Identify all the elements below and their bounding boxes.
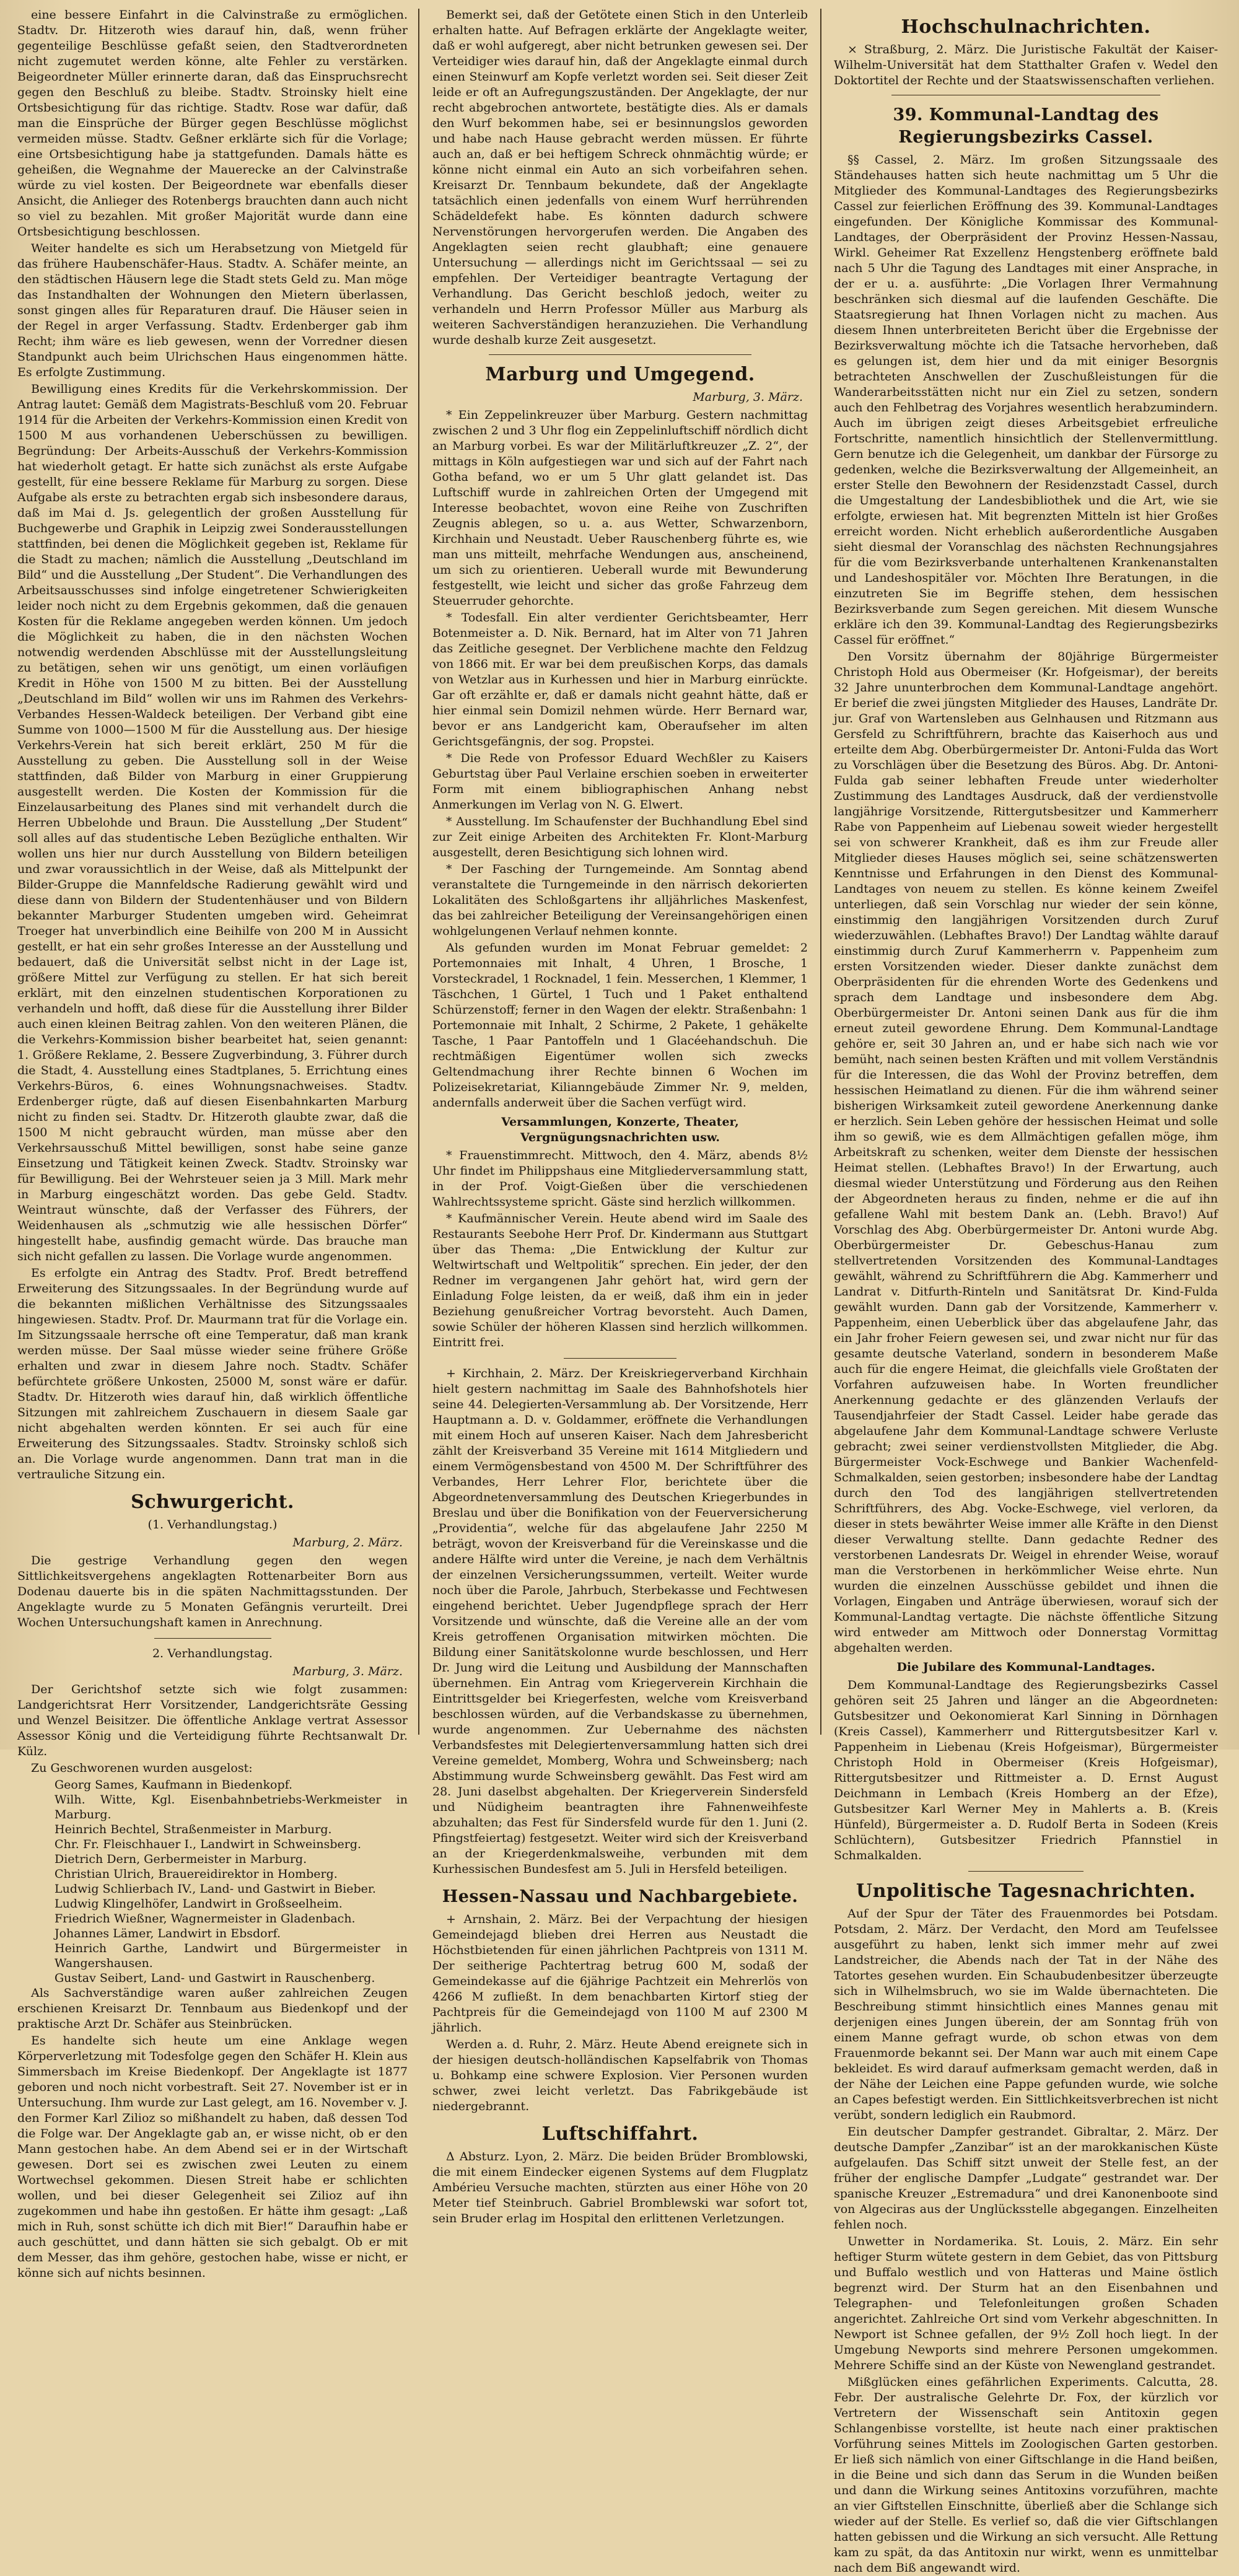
- article-paragraph: Zu Geschworenen wurden ausgelost:: [31, 1761, 253, 1775]
- divider: [154, 1638, 271, 1639]
- news-item: * Ein Zeppelinkreuzer über Marburg. Gestern nachmittag zwischen 2 und 3 Uhr flog ein Zeppelinluftschiff nördlich dicht an Marburg vorbei. Es war der Militärluftkreuzer „Z. 2“, der mittags in Köln aufgestiegen war und sich auf der Fahrt nach Gotha befand, wo er um 5 Uhr glatt gelandet ist. Das Luftschiff wurde in zahlreichen Orten der Umgegend mit Interesse beobachtet, wovon eine Reihe von Zuschriften Zeugnis ablegen, so u. a. aus Wetter, Schwarzenborn, Kirchhain und Neustadt. Ueber Rauschenberg führte es, wie man uns mitteilt, mehrfache Wendungen aus, anscheinend, um sich zu orientieren. Ueberall wurde mit Bewunderung festgestellt, wie leicht und sicher das große Fahrzeug dem Steuerruder gehorchte.: [432, 408, 808, 608]
- article-paragraph: Den Vorsitz übernahm der 80jährige Bürgermeister Christoph Hold aus Obermeiser (Kr. Hofgeismar), der bereits 32 Jahre ununterbrochen dem Kommunal-Landtage angehört. Er berief die zwei jüngsten Mitglieder des Hauses, Landräte Dr. jur. Graf von Wartensleben aus Gelnhausen und Ritzmann aus Gersfeld zu Schriftführern, brachte das Kaiserhoch aus und erteilte dem Abg. Oberbürgermeister Dr. Antoni-Fulda das Wort zu Vorschlägen über die Besetzung des Büros. Abg. Dr. Antoni-Fulda gab seiner lebhaften Freude unter wiederholter Zustimmung des Landtages Ausdruck, daß der verdienstvolle langjährige Vorsitzende, Rittergutsbesitzer und Kammerherr Rabe von Pappenheim auf Liebenau soweit wieder hergestellt sei von schwerer Krankheit, daß es ihm zur Freude aller Mitglieder dieses Hauses möglich sei, seine schätzenswerten Kenntnisse und Erfahrungen in den Dienst des Kommunal-Landtages von neuem zu stellen. Es könne keinem Zweifel unterliegen, daß sein Vorschlag nur wieder der sein könne, einstimmig den langjährigen Vorsitzenden durch Zuruf wiederzuwählen. (Lebhaftes Bravo!) Der Landtag wählte darauf einstimmig durch Zuruf Kammerherrn v. Pappenheim zum ersten Vorsitzenden wieder. Dieser dankte zunächst dem Oberpräsidenten für die ehrenden Worte des Gedenkens und sprach dem Landtage und insbesondere dem Abg. Oberbürgermeister Dr. Antoni seinen Dank aus für die ihm erneut zuteil gewordene Ehrung. Dem Kommunal-Landtage gehöre er, seit 30 Jahren an, und er habe sich nach wie vor bemüht, nach seinen besten Kräften und mit vollem Verständnis für die Interessen, die das Wohl der Provinz betreffen, dem hessischen Heimatland zu dienen. Für die ihm während seiner bisherigen Wirksamkeit zuteil gewordene Anerkennung danke er herzlich. Sein Leben gehöre der hessischen Heimat und solle ihm so gewiß, wie es dem Allmächtigen gefallen möge, ihm Arbeitskraft zu schenken, weiter dem Dienste der hessischen Heimat stellen. (Lebhaftes Bravo!) In der Erwartung, auch diesmal wieder Unterstützung und Förderung aus den Reihen der Abgeordneten heraus zu finden, nehme er die auf ihn gefallene Wahl mit bestem Dank an. (Lebh. Bravo!) Auf Vorschlag des Abg. Oberbürgermeister Dr. Antoni wurde Abg. Oberbürgermeister Dr. Gebeschus-Hanau zum stellvertretenden Vorsitzenden des Kommunal-Landtages gewählt, während zu Schriftführern die Abg. Kammerherr und Landrat v. Ditfurth-Rinteln und Sanitätsrat Dr. Kind-Fulda gewählt wurden. Dann gab der Vorsitzende, Kammerherr v. Pappenheim, einen Ueberblick über das abgelaufene Jahr, das ein Jahr froher Feiern gewesen sei, und zwar nicht nur für das gesamte deutsche Vaterland, sondern in besonderem Maße auch für die engere Heimat, die gleichfalls viele Großtaten der Vorfahren aufzuweisen habe. In Worten freundlicher Anerkennung gedachte er des glänzenden Verlaufs der Tausendjahrfeier der Stadt Cassel. Leider habe gerade das abgelaufene Jahr dem Kommunal-Landtage schwere Verluste gebracht; zwei seiner verdienstvollsten Mitglieder, die Abg. Bürgermeister Vock-Eschwege und Bankier Wachenfeld-Schmalkalden, seien gestorben; insbesondere habe der Landtag durch den Tod des langjährigen stellvertretenden Schriftführers, des Abg. Vocke-Eschwege, viel verloren, da dieser in stets bewährter Weise immer alle Kräfte in den Dienst dieser Verwaltung stellte. Dann gedachte Redner des verstorbenen Landesrats Dr. Weigel in ehrender Weise, worauf man die Verstorbenen in herkömmlicher Weise ehrte. Nun wurden die einzelnen Ausschüsse gebildet und ihnen die Vorlagen, Eingaben und Anträge überwiesen, worauf sich der Kommunal-Landtag vertagte. Die nächste öffentliche Sitzung wird entweder am Mittwoch oder Donnerstag Vormittag abgehalten werden.: [834, 650, 1218, 1655]
- news-item: + Arnshain, 2. März. Bei der Verpachtung der hiesigen Gemeindejagd blieben drei Herren aus Neustadt die Höchstbietenden für einen jährlichen Pachtpreis von 1311 M. Der seitherige Pachtertrag betrug 600 M, sodaß der Gemeindekasse auf die 6jährige Pachtzeit ein Mehrerlös von 4266 M zufließt. In dem benachbarten Kirtorf stieg der Pachtpreis für die Gemeindejagd von 1100 M auf 2300 M jährlich.: [432, 1912, 808, 2035]
- section-heading: Marburg und Umgegend.: [485, 364, 755, 385]
- news-item: * Todesfall. Ein alter verdienter Gerichtsbeamter, Herr Botenmeister a. D. Nik. Bernard, hat im Alter von 71 Jahren das Zeitliche gesegnet. Der Verblichene machte den Feldzug von 1866 mit. Er war bei dem preußischen Korps, das damals von Wetzlar aus in Kurhessen und hier in Marburg einrückte. Gar oft erzählte er, daß er damals nicht geahnt hätte, daß er hier einmal sein Domizil nehmen würde. Herr Bernard war, bevor er ans Landgericht kam, Oberaufseher im alten Gerichtsgefängnis, der sog. Propstei.: [432, 611, 808, 748]
- article-paragraph: Bemerkt sei, daß der Getötete einen Stich in den Unterleib erhalten hatte. Auf Befragen erklärte der Angeklagte weiter, daß er wohl aufgeregt, aber nicht betrunken gewesen sei. Der Verteidiger wies darauf hin, daß der Angeklagte einmal durch einen Steinwurf am Kopfe verletzt worden sei. Seit dieser Zeit leide er oft an Aufregungszuständen. Der Angeklagte, der nur recht abgebrochen antwortete, bestätigte dies. Als er damals den Wurf bekommen habe, sei er besinnungslos geworden und habe nach Hause gebracht werden müssen. Er führte auch an, daß er bei heftigem Schreck ohnmächtig würde; er könne nicht einmal ein Auto an sich vorbeifahren sehen. Kreisarzt Dr. Tennbaum bekundete, daß der Angeklagte tatsächlich einen jedenfalls von einem Wurf herrührenden Schädeldefekt habe. Es könnten dadurch schwere Nervenstörungen hervorgerufen werden. Die Angaben des Angeklagten seien recht glaubhaft; eine genauere Untersuchung — allerdings nicht im Gerichtssaal — sei zu empfehlen. Der Verteidiger beantragte Vertagung der Verhandlung. Das Gericht beschloß jedoch, weiter zu verhandeln und Herrn Professor Müller aus Marburg als weiteren Sachverständigen heranzuziehen. Die Verhandlung wurde deshalb kurze Zeit ausgesetzt.: [432, 8, 808, 347]
- list-item: Ludwig Schlierbach IV., Land- und Gastwirt in Bieber.: [55, 1882, 376, 1896]
- news-item: * Frauenstimmrecht. Mittwoch, den 4. März, abends 8½ Uhr findet im Philippshaus eine Mitgliederversammlung statt, in der Prof. Voigt-Gießen über die verschiedenen Wahlrechtssysteme spricht. Gäste sind herzlich willkommen.: [432, 1149, 808, 1209]
- news-item: + Kirchhain, 2. März. Der Kreiskriegerverband Kirchhain hielt gestern nachmittag im Saale des Bahnhofshotels hier seine 44. Delegierten-Versammlung ab. Der Vorsitzende, Herr Hauptmann a. D. v. Goldammer, eröffnete die Verhandlungen mit einem Hoch auf unseren Kaiser. Nach dem Jahresbericht zählt der Kreisverband 35 Vereine mit 1614 Mitgliedern und einem Vermögensbestand von 4500 M. Der Schriftführer des Verbandes, Herr Lehrer Flor, berichtete über die Abgeordnetenversammlung des Deutschen Kriegerbundes in Breslau und über die Bonifikation von der Feuerversicherung „Providentia“, welche für das abgelaufene Jahr 2250 M beträgt, wovon der Kreisverband für die Vereinskasse und die andere Hälfte wird unter die Vereine, je nach dem Verhältnis der einzelnen Versicherungssummen, verteilt. Weiter wurde noch über die Parole, Jahrbuch, Sterbekasse und Fechtwesen eingehend berichtet. Ueber Jugendpflege sprach der Herr Vorsitzende und wünschte, daß die Vereine alle an der vom Kreis getroffenen Organisation mitwirken möchten. Die Bildung einer Sanitätskolonne wurde beschlossen, und Herr Dr. Jung wird die Leitung und Ausbildung der Mannschaften übernehmen. Ein Antrag vom Kriegerverein Kirchhain die Eintrittsgelder bei Kriegerfesten, welche vom Kreisverband beschlossen würden, auf die Verbandskasse zu übernehmen, wurde angenommen. Zur Uebernahme des nächsten Verbandsfestes mit Delegiertenversammlung hatten sich drei Vereine gemeldet, Momberg, Wohra und Schweinsberg; nach Abstimmung wurde Schweinsberg gewählt. Das Fest wird am 28. Juni daselbst abgehalten. Der Kriegerverein Sindersfeld und Nüdigheim beantragten ihre Fahnenweihfeste abzuhalten; das Fest für Sindersfeld wurde für den 1. Juni (2. Pfingstfeiertag) festgesetzt. Weiter wird sich der Kreisverband an der Kriegerdenkmalsweihe, verbunden mit dem Kurhessischen Bundesfest am 5. Juli in Hersfeld beteiligen.: [432, 1367, 808, 1876]
- dateline: Marburg, 2. März.: [292, 1536, 403, 1549]
- subsection-heading: Die Jubilare des Kommunal-Landtages.: [896, 1660, 1155, 1674]
- list-item: Chr. Fr. Fleischhauer I., Landwirt in Schweinsberg.: [55, 1838, 362, 1851]
- list-item: Heinrich Garthe, Landwirt und Bürgermeister in Wangershausen.: [55, 1942, 408, 1970]
- subheading: 2. Verhandlungstag.: [152, 1647, 273, 1660]
- section-heading: Luftschiffahrt.: [541, 2123, 699, 2145]
- section-heading: 39. Kommunal-Landtag des Regierungsbezirks Cassel.: [893, 105, 1159, 147]
- article-paragraph: Es erfolgte ein Antrag des Stadtv. Prof. Bredt betreffend Erweiterung des Sitzungssaales. In der Begründung wurde auf die bekannten mißlichen Verhältnisse des Sitzungssaales hingewiesen. Stadtv. Prof. Dr. Maurmann trat für die Vorlage ein. Im Sitzungssaale herrsche oft eine Temperatur, daß man krank werden müsse. Der Saal müsse wieder seine frühere Größe erhalten und zwar in diesem Jahre noch. Stadtv. Schäfer befürchtete größere Unkosten, 25000 M, sonst wäre er dafür. Stadtv. Dr. Hitzeroth wies darauf hin, daß wirklich öffentliche Sitzungen mit zahlreichem Zuschauern in diesem Saale gar nicht abgehalten werden könnten. Er sei auch für eine Erweiterung des Sitzungssaales. Stadtv. Stroinsky schloß sich an. Die Vorlage wurde angenommen. Dann trat man in die vertrauliche Sitzung ein.: [17, 1266, 408, 1481]
- jury-list: [55, 1777, 408, 1986]
- divider: [968, 1871, 1084, 1872]
- news-item: * Kaufmännischer Verein. Heute abend wird im Saale des Restaurants Seebohe Herr Prof. Dr. Kindermann aus Stuttgart über das Thema: „Die Entwicklung der Kultur zur Weltwirtschaft und Weltpolitik“ sprechen. Ein jeder, der den Redner im vergangenen Jahr gehört hat, wird gern der Einladung Folge leisten, da er weiß, daß ihm ein in jeder Beziehung genußreicher Vortrag bevorsteht. Auch Damen, sowie Schüler der höheren Klassen sind herzlich willkommen. Eintritt frei.: [432, 1212, 808, 1349]
- news-item: Ein deutscher Dampfer gestrandet. Gibraltar, 2. März. Der deutsche Dampfer „Zanzibar“ ist an der marokkanischen Küste aufgelaufen. Das Schiff sitzt unweit der Stelle fest, an der früher der englische Dampfer „Ludgate“ gestrandet war. Der spanische Kreuzer „Estremadura“ und drei Kanonenboote sind von Algeciras aus der Unglücksstelle abgegangen. Einzelheiten fehlen noch.: [834, 2125, 1218, 2232]
- news-item: * Ausstellung. Im Schaufenster der Buchhandlung Ebel sind zur Zeit einige Arbeiten des Architekten Fr. Klont-Marburg ausgestellt, deren Besichtigung sich lohnen wird.: [432, 815, 808, 859]
- list-item: Johannes Lämer, Landwirt in Ebsdorf.: [55, 1927, 281, 1940]
- column-middle: [432, 7, 808, 2225]
- article-paragraph: §§ Cassel, 2. März. Im großen Sitzungssaale des Ständehauses hatten sich heute nachmittag um 5 Uhr die Mitglieder des Kommunal-Landtages des Regierungsbezirks Cassel zur feierlichen Eröffnung des 39. Kommunal-Landtages eingefunden. Der Königliche Kommissar des Kommunal-Landtages, der Oberpräsident der Provinz Hessen-Nassau, Wirkl. Geheimer Rat Exzellenz Hengstenberg eröffnete bald nach 5 Uhr die Tagung des Landtages mit einer Ansprache, in der er u. a. ausführte: „Die Vorlagen Ihrer Vermahnung beschränken sich diesmal auf die laufenden Geschäfte. Die Staatsregierung hat Ihnen Vorlagen nicht zu machen. Aus diesem Ihnen unterbreiteten Bericht über die Ergebnisse der Bezirksverwaltung möchte ich die Tatsache hervorheben, daß es gelungen ist, dem hier und da mit einiger Besorgnis betrachteten Anschwellen der Zuschußleistungen für die Wanderarbeitsstätten nicht nur ein Ziel zu setzen, sondern auch den Fehlbetrag des Vorjahres wesentlich herabzumindern. Auch im übrigen zeigt dieses Arbeitsgebiet erfreuliche Fortschritte, namentlich hinsichtlich der Stellenvermittlung. Gern benutze ich die Gelegenheit, um dankbar der Fürsorge zu gedenken, welche die Bezirksverwaltung der Allgemeinheit, an erster Stelle den Bewohnern der Residenzstadt Cassel, durch die Umgestaltung der Landesbibliothek und die Art, wie sie erfolgte, erwiesen hat. Mit begrenzten Mitteln ist hier Großes erreicht worden. Nicht erheblich außerordentliche Ausgaben sieht diesmal der Voranschlag des nächsten Rechnungsjahres für die vom Bezirksverbande unterhaltenen Krankenanstalten und Landeshospitäler vor. Möchten Ihre Beratungen, in die einzutreten Sie im Begriffe stehen, dem hessischen Bezirksverbande zum Segen gereichen. Mit diesem Wunsche erkläre ich den 39. Kommunal-Landtag des Regierungsbezirks Cassel für eröffnet.“: [834, 153, 1218, 647]
- list-item: Gustav Seibert, Land- und Gastwirt in Rauschenberg.: [55, 1971, 375, 1985]
- article-paragraph: Die gestrige Verhandlung gegen den wegen Sittlichkeitsvergehens angeklagten Rottenarbeiter Born aus Dodenau dauerte bis in die späten Nachmittagsstunden. Der Angeklagte wurde zu 5 Monaten Gefängnis verurteilt. Drei Wochen Untersuchungshaft kamen in Anrechnung.: [17, 1554, 408, 1629]
- news-item: Unwetter in Nordamerika. St. Louis, 2. März. Ein sehr heftiger Sturm wütete gestern in dem Gebiet, das von Pittsburg und Buffalo westlich und von Hatteras und Maine östlich begrenzt wird. Der Sturm hat an den Eisenbahnen und Telegraphen- und Telefonleitungen großen Schaden angerichtet. Zahlreiche Ort sind vom Verkehr abgeschnitten. In Newport ist Schnee gefallen, der 9½ Zoll hoch liegt. In der Umgebung Newports sind mehrere Personen umgekommen. Mehrere Schiffe sind an der Küste von Newengland gestrandet.: [834, 2235, 1218, 2372]
- column-left: [17, 7, 408, 2280]
- article-paragraph: Als Sachverständige waren außer zahlreichen Zeugen erschienen Kreisarzt Dr. Tennbaum aus Biedenkopf und der praktische Arzt Dr. Schäfer aus Steinbrücken.: [17, 1986, 408, 2031]
- section-heading: Hessen-Nassau und Nachbargebiete.: [442, 1887, 799, 1906]
- list-item: Christian Ulrich, Brauereidirektor in Homberg.: [55, 1867, 338, 1881]
- column-rule: [820, 9, 821, 1735]
- section-heading: Unpolitische Tagesnachrichten.: [856, 1880, 1196, 1902]
- article-paragraph: Weiter handelte es sich um Herabsetzung von Mietgeld für das frühere Haubenschäfer-Haus. Stadtv. A. Schäfer meinte, an den städtischen Häusern lege die Stadt stets Geld zu. Man möge das Instandhalten der Wohnungen den Mietern überlassen, sonst gingen alles für Reparaturen drauf. Die Häuser seien in der Regel in arger Verfassung. Stadtv. Erdenberger gab ihm Recht; ihm wäre es lieb gewesen, wenn der Vorredner diesen Standpunkt auch beim Ulrichschen Haus eingenommen hätte. Es erfolgte Zustimmung.: [17, 242, 408, 379]
- list-item: Friedrich Wießner, Wagnermeister in Gladenbach.: [55, 1912, 356, 1925]
- list-item: Ludwig Klingelhöfer, Landwirt in Großseelheim.: [55, 1897, 343, 1911]
- subsection-heading: Versammlungen, Konzerte, Theater, Vergnügungsnachrichten usw.: [501, 1115, 739, 1144]
- news-item: Δ Absturz. Lyon, 2. März. Die beiden Brüder Bromblowski, die mit einem Eindecker eigenen Systems auf dem Flugplatz Ambérieu Versuche machten, stürzten aus einer Höhe von 20 Meter tief Steinbruch. Gabriel Bromblewski war sofort tot, sein Bruder erlag im Hospital den erlittenen Verletzungen.: [432, 2150, 808, 2225]
- news-item: * Der Fasching der Turngemeinde. Am Sonntag abend veranstaltete die Turngemeinde in den närrisch dekorierten Lokalitäten des Schloßgartens ihr alljährliches Maskenfest, das bei zahlreicher Beteiligung der Vereinsangehörigen einen wohlgelungenen Verlauf nehmen konnte.: [432, 862, 808, 938]
- news-item: Werden a. d. Ruhr, 2. März. Heute Abend ereignete sich in der hiesigen deutsch-holländischen Kapselfabrik von Thomas u. Bohkamp eine schwere Explosion. Vier Personen wurden schwer, zwei leicht verletzt. Das Fabrikgebäude ist niedergebrannt.: [432, 2038, 808, 2113]
- article-paragraph: Dem Kommunal-Landtage des Regierungsbezirks Cassel gehören seit 25 Jahren und länger an die Abgeordneten: Gutsbesitzer und Oekonomierat Karl Sinning in Dörnhagen (Kreis Cassel), Kammerherr und Rittergutsbesitzer Karl v. Pappenheim in Liebenau (Kreis Hofgeismar), Bürgermeister Christoph Hold in Obermeiser (Kreis Hofgeismar), Rittergutsbesitzer und Rittmeister a. D. Ernst August Deichmann in Lembach (Kreis Homberg an der Efze), Gutsbesitzer Karl Werner Mey in Mahlerts a. B. (Kreis Hünfeld), Bürgermeister a. D. Rudolf Berta in Sodeen (Kreis Schlüchtern), Gutsbesitzer Friedrich Pfannstiel in Schmalkalden.: [834, 1678, 1218, 1862]
- article-paragraph: eine bessere Einfahrt in die Calvinstraße zu ermöglichen. Stadtv. Dr. Hitzeroth wies darauf hin, daß, wenn früher gegenteilige Beschlüsse gefaßt seien, den Stadtverordneten nicht zugemutet werden könne, alte Fehler zu verstärken. Beigeordneter Müller erinnerte daran, daß das Einspruchsrecht gegen den Beschluß zu bleibe. Stadtv. Stroinsky hielt eine Ortsbesichtigung für das richtige. Stadtv. Rose war dafür, daß man die Einsprüche der Bürger gegen Beschlüsse möglichst vermeiden müsse. Stadtv. Geßner erklärte sich für die Vorlage; eine Ortsbesichtigung habe ja stattgefunden. Damals hätte es geheißen, die Wegnahme der Mauerecke an der Calvinstraße würde zu viel kosten. Der Beigeordnete war ebenfalls dieser Ansicht, die Anlieger des Rotenbergs brauchten dann auch nicht so viel zu bezahlen. Mit großer Majorität wurde dann eine Ortsbesichtigung beschlossen.: [17, 8, 408, 239]
- list-item: Georg Sames, Kaufmann in Biedenkopf.: [55, 1778, 293, 1792]
- news-item: Mißglücken eines gefährlichen Experiments. Calcutta, 28. Febr. Der australische Gelehrte Dr. Fox, der kürzlich vor Vertretern der Wissenschaft sein Antitoxin gegen Schlangenbisse vorstellte, ist heute nach einer praktischen Vorführung seines Mittels im Zoologischen Garten gestorben. Er ließ sich nämlich von einer Giftschlange in die Hand beißen, in die Beine und sich dann das Serum in die Wunden beißen und dann die Wirkung seines Antitoxins vorzuführen, machte an vier Giftstellen Einschnitte, überließ aber die Schlange sich wieder auf der Stelle. Es verlief so, daß die vier Giftschlangen hatten gebissen und die Wirkung an sich versucht. Alle Rettung kam zu spät, da das Antitoxin nur wirkt, wenn es unmittelbar nach dem Biß angewandt wird.: [834, 2375, 1218, 2575]
- list-item: Wilh. Witte, Kgl. Eisenbahnbetriebs-Werkmeister in Marburg.: [55, 1793, 408, 1821]
- list-item: Dietrich Dern, Gerbermeister in Marburg.: [55, 1852, 307, 1866]
- subheading: (1. Verhandlungstag.): [147, 1518, 278, 1531]
- news-item: * Die Rede von Professor Eduard Wechßler zu Kaisers Geburtstag über Paul Verlaine erschien soeben in erweiterter Form mit einem bibliographischen Anhang nebst Anmerkungen im Verlag von N. G. Elwert.: [432, 751, 808, 812]
- dateline: Marburg, 3. März.: [693, 390, 803, 404]
- list-item: Heinrich Bechtel, Straßenmeister in Marburg.: [55, 1823, 332, 1836]
- section-heading: Schwurgericht.: [131, 1491, 294, 1513]
- news-item: × Straßburg, 2. März. Die Juristische Fakultät der Kaiser-Wilhelm-Universität hat dem Statthalter Grafen v. Wedel den Doktortitel der Rechte und der Staatswissenschaften verliehen.: [834, 43, 1218, 87]
- article-paragraph: Der Gerichtshof setzte sich wie folgt zusammen: Landgerichtsrat Herr Vorsitzender, Landgerichtsräte Gessing und Wenzel Beisitzer. Die öffentliche Anklage vertrat Assessor Assessor König und die Verteidigung führte Rechtsanwalt Dr. Külz.: [17, 1683, 408, 1758]
- column-rule: [418, 9, 419, 1735]
- section-heading: Hochschulnachrichten.: [901, 16, 1151, 38]
- column-right: [834, 7, 1218, 2575]
- news-item: Auf der Spur der Täter des Frauenmordes bei Potsdam. Potsdam, 2. März. Der Verdacht, den Mord am Teufelssee ausgeführt zu haben, lenkt sich immer mehr auf zwei Landstreicher, die Abends nach der Tat in der Nähe des Tatortes gesehen wurden. Ein Schaubudenbesitzer überzeugte sich in Wilhelmsbruch, wo sie im Walde übernachteten. Die Beschreibung stimmt hinsichtlich eines Mannes genau mit derjenigen eines Jungen überein, der am Sonntag früh von einem Manne gefragt wurde, ob schon etwas von dem Frauenmorde bekannt sei. Der Mann war auch mit einem Cape bekleidet. Es wird darauf aufmerksam gemacht werden, daß in der Nähe der Leichen eine Pappe gefunden wurde, wie solche an Capes befestigt werden. Ein Sittlichkeitsverbrechen ist nicht verübt, sondern lediglich ein Raubmord.: [834, 1907, 1218, 2122]
- article-paragraph: Bewilligung eines Kredits für die Verkehrskommission. Der Antrag lautet: Gemäß dem Magistrats-Beschluß vom 20. Februar 1914 für die Arbeiten der Verkehrs-Kommission einen Kredit von 1500 M aus vorhandenen Ueberschüssen zu bewilligen. Begründung: Der Arbeits-Ausschuß der Verkehrs-Kommission hat wiederholt getagt. Er hatte sich zunächst als erste Aufgabe gestellt, für eine bessere Reklame für Marburg zu sorgen. Diese Aufgabe als erste zu betrachten ergab sich insbesondere daraus, daß im Mai d. Js. gelegentlich der großen Ausstellung für Buchgewerbe und Graphik in Leipzig zwei Sonderausstellungen stattfinden, bei denen die Möglichkeit gegeben ist, Reklame für die Stadt zu machen; nämlich die Ausstellung „Deutschland im Bild“ und die Ausstellung „Der Student“. Die Verhandlungen des Arbeitsausschusses sind infolge eingetretener Schwierigkeiten leider noch nicht zu dem Ergebnis gekommen, daß die genauen Kosten für die Reklame angegeben werden können. Um jedoch die Möglichkeit zu haben, die in den nächsten Wochen notwendig werdenden Abschlüsse mit der Ausstellungsleitung zu betätigen, sehen wir uns genötigt, um einen vorläufigen Kredit in Höhe von 1500 M zu bitten. Bei der Ausstellung „Deutschland im Bild“ wollen wir uns im Rahmen des Verkehrs-Verbandes Hessen-Waldeck beteiligen. Der Verband gibt eine Summe von 1000—1500 M für die Ausstellung aus. Der hiesige Verkehrs-Verein hat sich bereit erklärt, 250 M für die Ausstellung zu geben. Die Ausstellung soll in der Weise stattfinden, daß Bilder von Marburg in einer Gruppierung ausgestellt werden. Die Kosten der Kommission für die Einzelausarbeitung des Planes sind mit verhandelt durch die Herren Ubbelohde und Braun. Die Ausstellung „Der Student“ soll alles auf das studentische Leben Bezügliche enthalten. Wir wollen uns hier nur durch Ausstellung von Bildern beteiligen und zwar voraussichtlich in der Weise, daß als Mittelpunkt der Bilder-Gruppe die Mannfeldsche Radierung gewählt wird und diese dann von Bildern der Studentenhäuser und von Bildern bekannter Marburger Studenten umgeben wird. Geheimrat Troeger hat unverbindlich eine Beihilfe von 200 M in Aussicht gestellt, er hat ein sehr großes Interesse an der Ausstellung und bedauert, daß die Universität selbst nicht in der Lage ist, größere Mittel zur Verfügung zu stellen. Er hat sich bereit erklärt, mit den einzelnen studentischen Korporationen zu verhandeln und hofft, daß diese für die Ausstellung ihrer Bilder auch einen kleinen Beitrag zahlen. Von den weiteren Plänen, die die Verkehrs-Kommission bisher bearbeitet hat, seien genannt: 1. Größere Reklame, 2. Bessere Zugverbindung, 3. Führer durch die Stadt, 4. Ausstellung eines Stadtplanes, 5. Errichtung eines Verkehrs-Büros, 6. eines Wohnungsnachweises. Stadtv. Erdenberger rügte, daß auf diesen Eisenbahnkarten Marburg nicht zu finden sei. Stadtv. Dr. Hitzeroth glaubte zwar, daß die 1500 M nicht gebraucht würden, man müsse aber den Verkehrsausschuß Mittel bewilligen, sonst habe seine ganze Einsetzung und Tätigkeit keinen Zweck. Stadtv. Stroinsky war für Bewilligung. Bei der Wehrsteuer seien ja 3 Mill. Mark mehr in Marburg eingeschätzt worden. Das gebe Geld. Stadtv. Weintraut wünschte, daß der Verfasser des Führers, der Weidenhausen als „schmutzig wie alle hessischen Dörfer“ hingestellt habe, ausfindig gemacht würde. Das brauche man sich nicht gefallen zu lassen. Die Vorlage wurde angenommen.: [17, 382, 408, 1263]
- dateline: Marburg, 3. März.: [292, 1665, 403, 1678]
- news-item: Als gefunden wurden im Monat Februar gemeldet: 2 Portemonnaies mit Inhalt, 4 Uhren, 1 Brosche, 1 Vorsteckradel, 1 Rocknadel, 1 fein. Messerchen, 1 Klemmer, 1 Täschchen, 1 Gürtel, 1 Tuch und 1 Paket enthaltend Schürzenstoff; ferner in den Wagen der elektr. Straßenbahn: 1 Portemonnaie mit Inhalt, 2 Schirme, 2 Pakete, 1 gehäkelte Tasche, 1 Paar Pantoffeln und 1 Glacéehandschuh. Die rechtmäßigen Eigentümer wollen sich zwecks Geltendmachung ihrer Rechte binnen 6 Wochen im Polizeisekretariat, Kilianngebäude Zimmer Nr. 9, melden, andernfalls anderweit über die Sachen verfügt wird.: [432, 941, 808, 1110]
- divider: [489, 354, 751, 355]
- article-paragraph: Es handelte sich heute um eine Anklage wegen Körperverletzung mit Todesfolge gegen den Schäfer H. Klein aus Simmersbach im Kreise Biedenkopf. Der Angeklagte ist 1877 geboren und noch nicht vorbestraft. Seit 27. November ist er in Untersuchung. Ihm wurde zur Last gelegt, am 16. November v. J. den Former Karl Zilioz so mißhandelt zu haben, daß dessen Tod die Folge war. Der Angeklagte gab an, er wisse nicht, ob er den Mann gestochen habe. An dem Abend sei er in der Wirtschaft gewesen. Dort sei es zwischen zwei Leuten zu einem Wortwechsel gekommen. Diesen Streit habe er schlichten wollen, und bei dieser Gelegenheit sei Zilioz auf ihn zugekommen und habe ihn gestoßen. Er hätte ihm gesagt: „Laß mich in Ruh, sonst schütte ich dich mit Bier!“ Daraufhin habe er auch geschüttet, und dann hätten sie sich gebalgt. Ob er mit dem Messer, das ihm gehöre, gestochen habe, wisse er nicht, er könne sich auf nichts besinnen.: [17, 2034, 408, 2280]
- divider: [564, 1358, 676, 1359]
